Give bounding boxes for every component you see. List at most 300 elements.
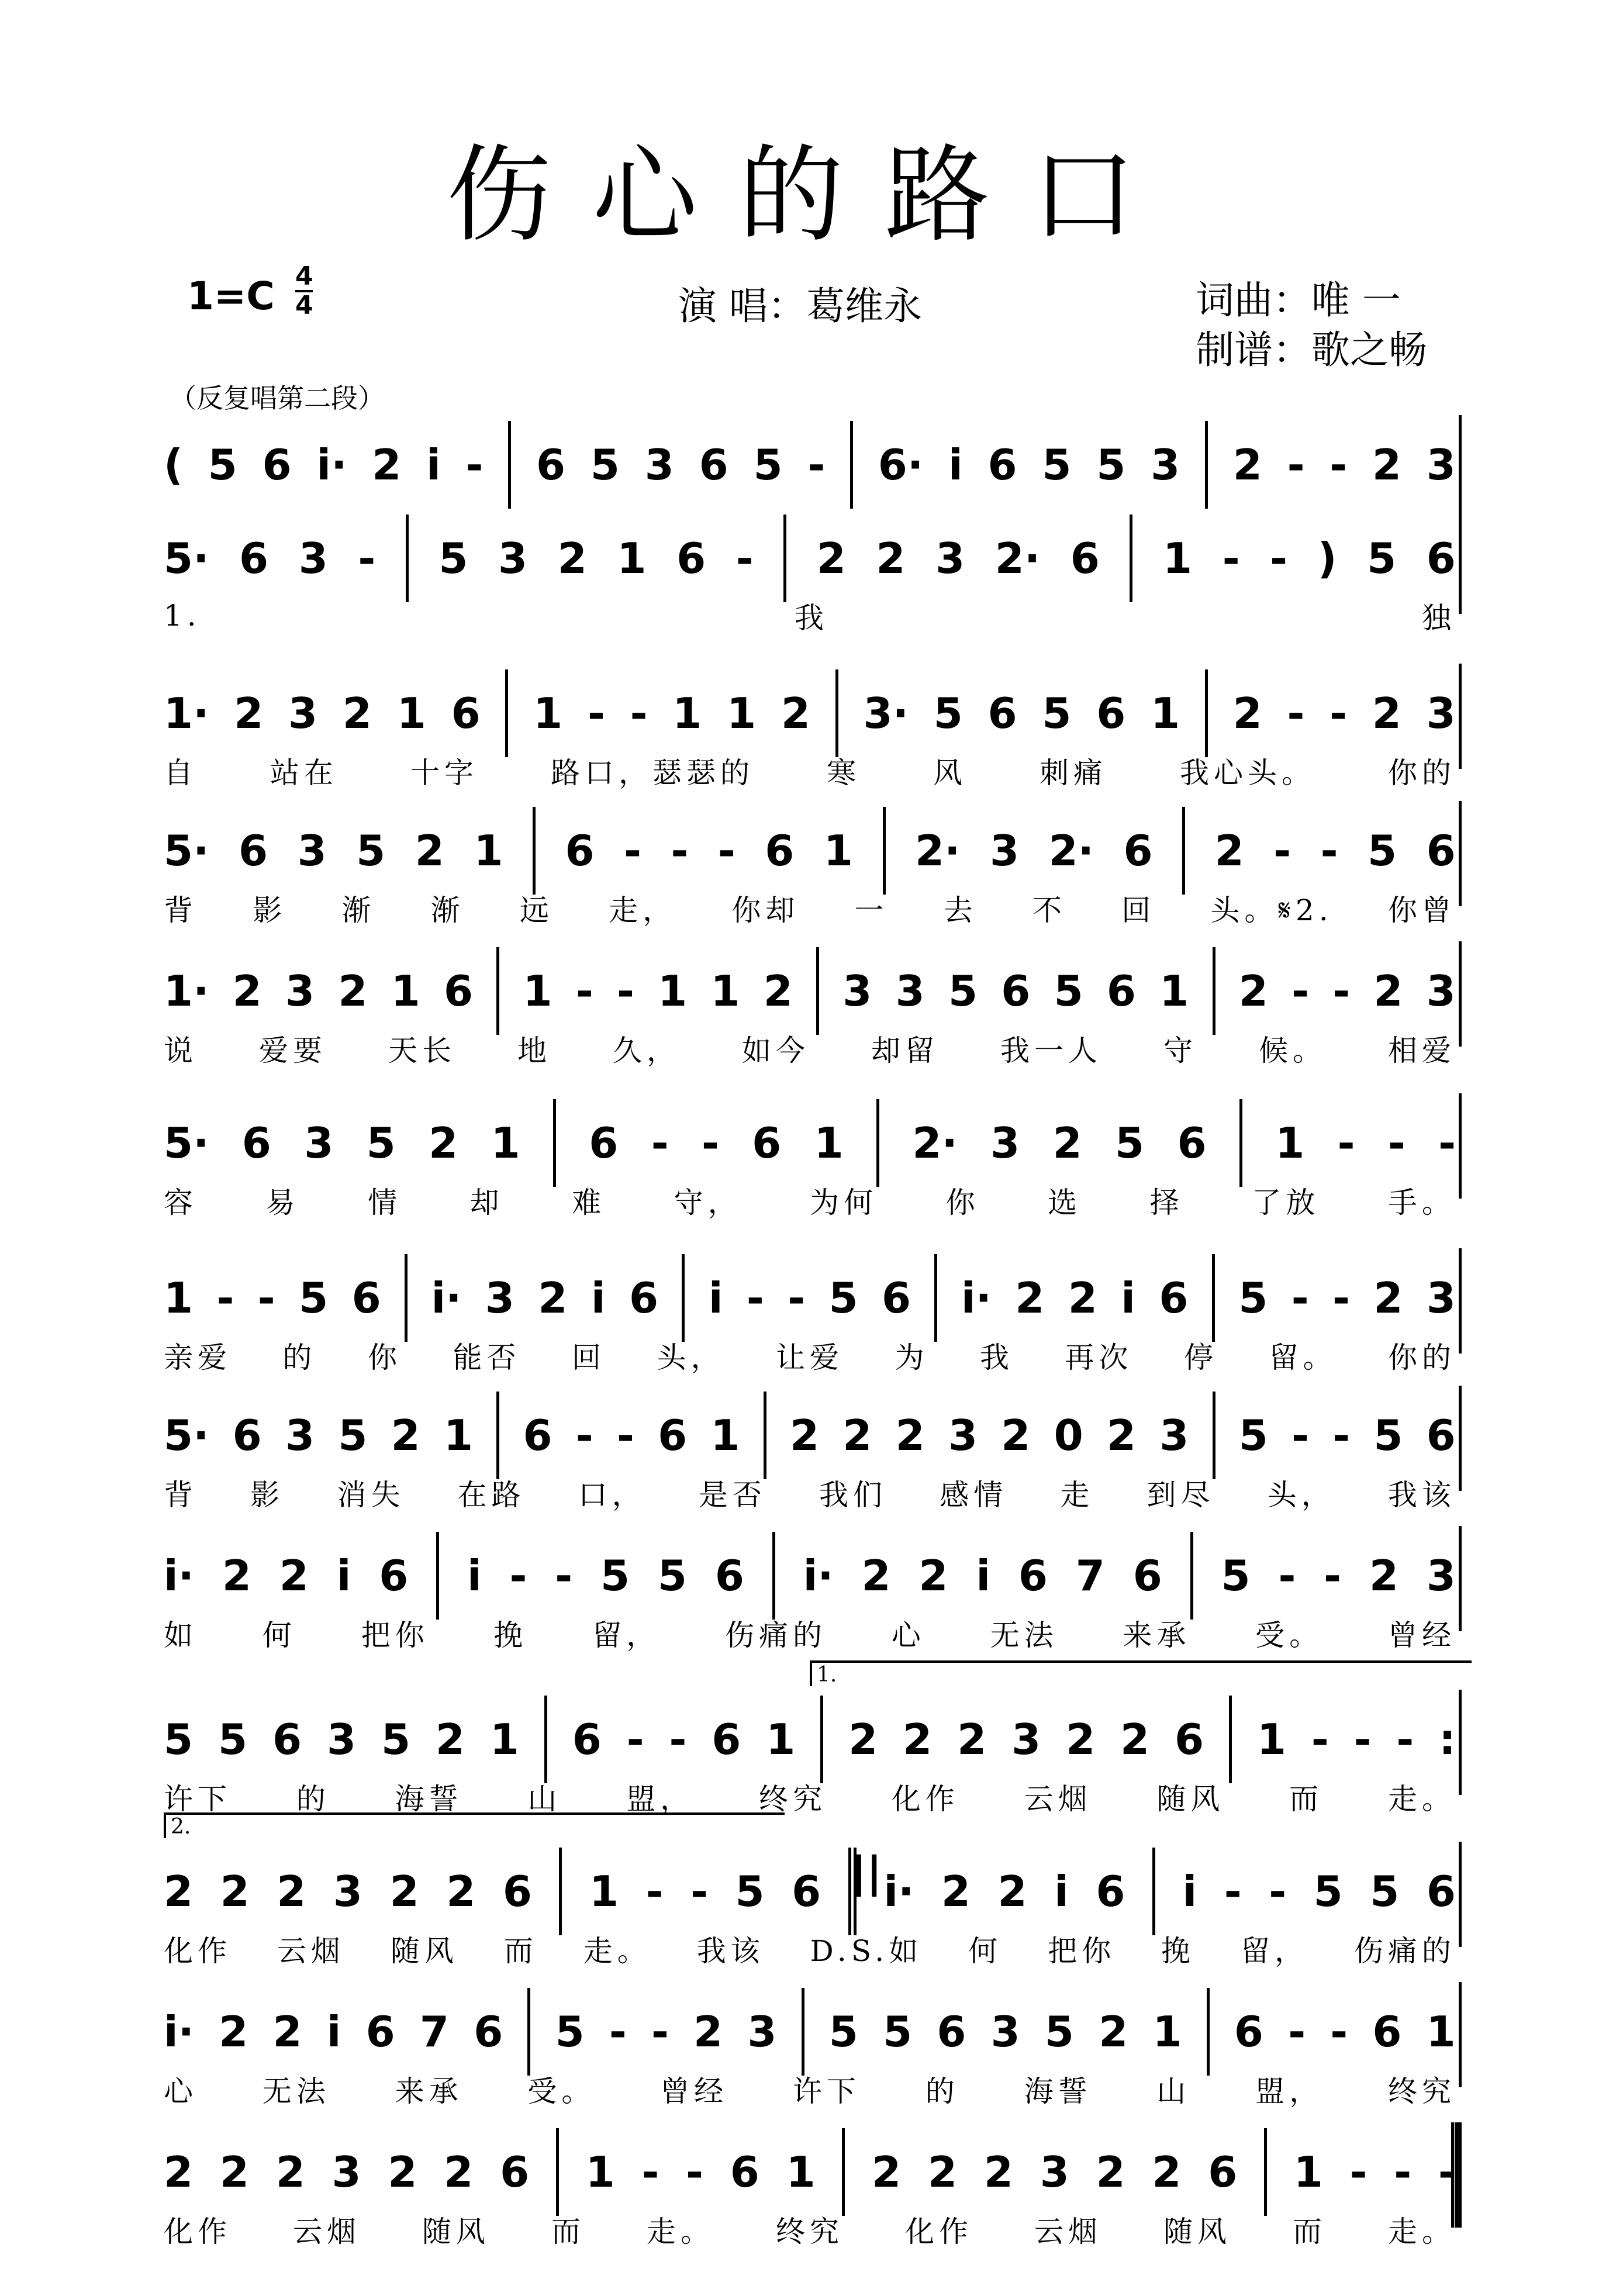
note: 1	[589, 1867, 619, 1916]
repeat-note: （反复唱第二段）	[170, 382, 385, 414]
note: 6	[629, 1273, 659, 1323]
note: -	[1278, 1551, 1296, 1600]
note: 1	[1275, 1118, 1305, 1168]
row-end-barline	[1459, 1248, 1462, 1354]
lyric-syllable: 而	[551, 2215, 585, 2249]
barline	[1182, 807, 1185, 895]
note: 3	[747, 2007, 777, 2056]
row-end-barline	[1459, 1526, 1462, 1631]
notation-line	[164, 433, 1456, 497]
song-title: 伤心的路口	[446, 134, 1177, 257]
lyric-syllable: 海誓	[395, 1782, 463, 1816]
note: 2	[1068, 1273, 1097, 1323]
barline	[1212, 1254, 1215, 1342]
note: 5	[883, 2007, 913, 2056]
time-signature-top: 4	[295, 261, 313, 291]
note: 2	[983, 2147, 1013, 2197]
note: 6	[565, 826, 595, 875]
score-row	[158, 2140, 1462, 2292]
note: 2	[1372, 440, 1401, 489]
note: -	[1396, 1715, 1414, 1764]
lyric-syllable: 走	[1060, 1478, 1094, 1512]
note: i·	[316, 440, 347, 489]
notation-line	[164, 959, 1456, 1023]
note: 3	[304, 1118, 334, 1168]
lyric-syllable: 走，	[609, 893, 677, 927]
note: 6	[239, 534, 269, 583]
row-end-barline	[1459, 664, 1462, 769]
note: 2	[1369, 1551, 1398, 1600]
note: -	[626, 1715, 644, 1764]
note: -	[555, 1551, 573, 1600]
lyric-syllable: 地	[517, 1034, 551, 1068]
note: 2	[389, 1867, 419, 1916]
row-end-barline	[1459, 1690, 1462, 1795]
lyric-syllable: 候。	[1259, 1034, 1327, 1068]
note: 1	[443, 1411, 474, 1460]
note: 7	[1075, 1551, 1105, 1600]
lyric-line	[164, 1472, 1456, 1513]
note: 2	[842, 1411, 872, 1460]
note: -	[1287, 440, 1305, 489]
note: 2	[234, 689, 264, 738]
lyric-syllable: 挽	[493, 1618, 528, 1652]
barline: ||	[848, 1848, 857, 1935]
lyric-syllable: 渐	[430, 893, 465, 927]
note: 5	[828, 1273, 858, 1323]
score-row	[158, 1266, 1462, 1418]
note: -	[701, 1118, 719, 1168]
note: i	[326, 2007, 341, 2056]
note: 3	[1426, 966, 1456, 1016]
note: i	[1182, 1867, 1197, 1916]
lyric-syllable: 你	[945, 1186, 980, 1220]
row-end-barline	[1459, 1842, 1462, 1947]
note: 2	[1232, 440, 1262, 489]
note: -	[671, 826, 689, 875]
note: 2	[957, 1715, 987, 1764]
barline	[559, 1848, 562, 1935]
note: i	[708, 1273, 723, 1323]
notation-line	[164, 1403, 1456, 1468]
lyric-syllable: 我一人	[1000, 1034, 1102, 1068]
note: -	[641, 2147, 659, 2197]
note: 5	[828, 2007, 858, 2056]
lyric-syllable: 你的	[1388, 756, 1456, 790]
note: 5	[356, 826, 386, 875]
lyric-syllable: 到尽	[1147, 1478, 1215, 1512]
note: 1	[814, 1118, 844, 1168]
lyric-line	[164, 888, 1456, 928]
lyric-syllable: 随风	[422, 2215, 490, 2249]
barline	[1213, 1392, 1215, 1479]
note: 2	[275, 2147, 305, 2197]
notation-line	[164, 526, 1456, 591]
note: 2	[861, 1551, 891, 1600]
note: 2	[338, 966, 368, 1016]
note: 1	[1426, 2007, 1456, 2056]
note: -	[686, 2147, 703, 2197]
note: 1	[710, 1411, 740, 1460]
note: 3	[326, 1715, 357, 1764]
lyric-syllable: 走。	[1388, 2215, 1456, 2249]
note: 3	[1011, 1715, 1041, 1764]
lyric-syllable: 为何	[810, 1186, 878, 1220]
barline	[876, 1099, 879, 1187]
note: 3·	[863, 689, 909, 738]
note: 5·	[164, 1411, 209, 1460]
note: 3	[333, 1867, 363, 1916]
note: 6	[1096, 689, 1126, 738]
barline	[820, 1696, 823, 1783]
lyric-syllable: 曾经	[660, 2074, 728, 2108]
note: 6	[712, 1715, 741, 1764]
lyricist-composer-credit: 词曲：唯 一	[1196, 278, 1401, 323]
lyric-syllable: 挽	[1161, 1934, 1196, 1968]
note: 2	[538, 1273, 568, 1323]
lyric-syllable: 相爱	[1388, 1034, 1456, 1068]
note: -	[807, 440, 826, 489]
note: 5	[1042, 689, 1072, 738]
note: 5	[1042, 440, 1072, 489]
lyric-syllable: 无法	[262, 2074, 330, 2108]
note: 2	[272, 2007, 302, 2056]
note: 2·	[1048, 826, 1094, 875]
note: -	[630, 689, 648, 738]
note: 3	[895, 966, 925, 1016]
note: 3	[285, 966, 315, 1016]
note: 2·	[994, 534, 1041, 583]
note: 7	[419, 2007, 450, 2056]
lyric-line	[164, 2209, 1456, 2250]
lyric-syllable: 山	[527, 1782, 562, 1816]
note: 5	[948, 966, 978, 1016]
note: 6	[241, 1118, 271, 1168]
row-end-barline	[1459, 801, 1462, 906]
note: 1	[727, 689, 757, 738]
note: 2	[557, 534, 587, 583]
notation-line	[164, 1848, 1456, 1924]
lyric-syllable: 何	[262, 1618, 296, 1652]
note: 2	[1373, 966, 1403, 1016]
note: i·	[164, 2007, 195, 2056]
barline	[842, 2128, 845, 2216]
lyric-syllable: 自	[164, 756, 198, 790]
row-end-barline	[1459, 1093, 1462, 1199]
lyric-syllable: 走。	[647, 2215, 714, 2249]
note: -	[624, 826, 641, 875]
lyric-syllable: 曾经	[1387, 1618, 1456, 1652]
lyric-syllable: 化作	[164, 1934, 232, 1968]
lyric-syllable: 的	[282, 1341, 317, 1375]
note: i·	[164, 1551, 195, 1600]
lyric-syllable: 无法	[990, 1618, 1058, 1652]
note: 3	[990, 2007, 1020, 2056]
note: 6	[500, 2147, 530, 2197]
lyric-syllable: 我	[980, 1341, 1014, 1375]
note: -	[1438, 2147, 1456, 2197]
note: 1	[617, 534, 647, 583]
notation-line	[164, 2000, 1456, 2064]
note: 5	[600, 1551, 630, 1600]
lyric-syllable: 头。𝄋2.	[1210, 893, 1333, 927]
lyric-syllable: 消失	[337, 1478, 405, 1512]
lyric-syllable: 云烟	[277, 1934, 345, 1968]
barline	[1213, 947, 1215, 1035]
note: 5	[590, 440, 620, 489]
note: 5	[338, 1411, 368, 1460]
note: -	[575, 1411, 593, 1460]
note: :	[1439, 1715, 1456, 1764]
note: 2	[941, 1867, 971, 1916]
barline	[850, 421, 853, 509]
note: 5	[657, 1551, 688, 1600]
lyric-syllable: 把你	[361, 1618, 429, 1652]
barline	[436, 1532, 439, 1620]
note: 2	[219, 2007, 248, 2056]
lyric-syllable: 背	[164, 893, 198, 927]
note: 1	[786, 2147, 816, 2197]
note: 6	[676, 534, 706, 583]
notation-line	[164, 1266, 1456, 1330]
row-end-barline	[1459, 1386, 1462, 1491]
note: 5·	[164, 534, 209, 583]
score-row	[158, 959, 1462, 1111]
note: 2	[219, 2147, 249, 2197]
lyric-syllable: 我心头。	[1180, 756, 1315, 790]
note: 6	[443, 966, 474, 1016]
note: -	[1387, 1118, 1406, 1168]
score-row	[158, 1403, 1462, 1555]
lyric-syllable: 回	[572, 1341, 606, 1375]
lyric-syllable: 受。	[1255, 1618, 1324, 1652]
barline	[496, 947, 499, 1035]
note: 6	[1208, 2147, 1238, 2197]
lyric-syllable: 爱要	[259, 1034, 327, 1068]
lyric-syllable: 云烟	[1024, 1782, 1092, 1816]
note: 3	[1426, 1273, 1456, 1323]
note: )	[1317, 534, 1337, 583]
note: 2	[164, 1867, 194, 1916]
lyric-syllable: 的	[925, 2074, 959, 2108]
note: 6	[1106, 966, 1137, 1016]
note: 3	[948, 1411, 978, 1460]
note: 2	[164, 2147, 194, 2197]
note: 2	[693, 2007, 723, 2056]
lyric-syllable: 留。	[1269, 1341, 1337, 1375]
note: -	[669, 1715, 687, 1764]
note: 5	[1373, 1411, 1403, 1460]
row-end-barline	[1459, 509, 1462, 614]
note: 5	[735, 1867, 765, 1916]
note: i·	[883, 1867, 914, 1916]
lyric-line	[164, 1028, 1456, 1069]
barline	[1264, 2128, 1267, 2216]
barline	[508, 421, 511, 509]
lyric-syllable: 守，	[674, 1186, 742, 1220]
note: 2	[1066, 1715, 1096, 1764]
lyric-syllable: 刺痛	[1040, 756, 1107, 790]
note: 6	[589, 1118, 619, 1168]
note: 6	[474, 2007, 503, 2056]
note: 1	[1163, 534, 1193, 583]
note: 6·	[878, 440, 924, 489]
note: -	[1324, 1551, 1342, 1600]
lyric-syllable: 留，	[592, 1618, 661, 1652]
note: 6	[1175, 1715, 1204, 1764]
note: 6	[1372, 2007, 1402, 2056]
lyric-line	[164, 750, 1456, 791]
lyric-syllable: 来承	[395, 2074, 463, 2108]
note: 2	[277, 1867, 306, 1916]
note: 6	[238, 826, 268, 875]
note: 5	[555, 2007, 585, 2056]
note: 6	[572, 1715, 602, 1764]
lyric-syllable: 我该	[1387, 1478, 1456, 1512]
note: 6	[765, 826, 795, 875]
note: 5	[208, 440, 237, 489]
note: 3	[1426, 440, 1456, 489]
note: 2	[388, 2147, 417, 2197]
lyric-syllable: 而	[1289, 1782, 1324, 1816]
note: (	[164, 440, 183, 489]
note: 2	[781, 689, 811, 738]
lyric-syllable: 如	[164, 1618, 198, 1652]
score-row	[158, 526, 1462, 678]
note: 6	[1159, 1273, 1189, 1323]
lyric-syllable: 却	[469, 1186, 504, 1220]
barline	[682, 1254, 685, 1342]
note: 5	[1313, 1867, 1343, 1916]
note: 6	[1234, 2007, 1264, 2056]
note: 2	[435, 1715, 465, 1764]
note: 3	[990, 1118, 1020, 1168]
note: i·	[803, 1551, 834, 1600]
note: -	[216, 1273, 234, 1323]
note: 2	[1052, 1118, 1082, 1168]
note: -	[1330, 2007, 1348, 2056]
note: 6	[730, 2147, 759, 2197]
lyric-syllable: 了放	[1252, 1186, 1320, 1220]
barline	[1190, 1532, 1193, 1620]
note: 2·	[915, 826, 961, 875]
note: -	[257, 1273, 275, 1323]
lyric-syllable: 头，	[1267, 1478, 1335, 1512]
note: 6	[379, 1551, 409, 1600]
note: -	[735, 534, 754, 583]
lyric-syllable: 心	[891, 1618, 926, 1652]
note: -	[1330, 440, 1348, 489]
note: 1	[658, 966, 688, 1016]
note: 5	[1368, 826, 1397, 875]
note: 3	[331, 2147, 361, 2197]
note: 2	[222, 1551, 251, 1600]
lyric-syllable: 是否	[698, 1478, 766, 1512]
note: 5	[217, 1715, 248, 1764]
note: 2	[1372, 689, 1401, 738]
note: 1·	[164, 966, 209, 1016]
note: 1	[672, 689, 702, 738]
lyric-syllable: 终究	[1387, 2074, 1456, 2108]
note: 3	[644, 440, 674, 489]
arranger-credit: 制谱：歌之畅	[1196, 327, 1427, 372]
volta-1-label: 1.	[817, 1663, 837, 1687]
lyric-line	[164, 1776, 1456, 1817]
lyric-syllable: 影	[253, 893, 287, 927]
barline	[883, 807, 886, 895]
note: 3	[298, 534, 328, 583]
lyric-syllable: 你却	[731, 893, 800, 927]
note: 5	[1044, 2007, 1075, 2056]
note: 3	[1040, 2147, 1069, 2197]
lyric-syllable: 盟，	[626, 1782, 695, 1816]
note: 5	[753, 440, 783, 489]
lyric-syllable: 为	[895, 1341, 929, 1375]
note: 3	[1159, 1411, 1189, 1460]
note: 6	[1018, 1551, 1048, 1600]
note: 2·	[912, 1118, 958, 1168]
barline	[505, 669, 508, 757]
barline	[1205, 669, 1208, 757]
notation-line	[164, 2140, 1456, 2204]
note: 2	[928, 2147, 958, 2197]
note: 1	[489, 1715, 520, 1764]
lyric-syllable: 受。	[527, 2074, 596, 2108]
barline	[1205, 421, 1208, 509]
lyric-syllable: 1.	[164, 599, 201, 633]
score-row	[158, 819, 1462, 971]
lyric-syllable: 而	[1293, 2215, 1327, 2249]
barline	[934, 1254, 937, 1342]
note: 2	[903, 1715, 933, 1764]
note: 6	[365, 2007, 395, 2056]
note: i	[591, 1273, 606, 1323]
note: 5	[438, 534, 468, 583]
note: 0	[1054, 1411, 1083, 1460]
note: 1	[523, 966, 552, 1016]
note: 1	[585, 2147, 615, 2197]
note: 2	[446, 1867, 476, 1916]
note: 6	[272, 1715, 302, 1764]
note: 2	[391, 1411, 420, 1460]
note: i	[336, 1551, 351, 1600]
note: -	[651, 2007, 669, 2056]
note: -	[616, 966, 634, 1016]
note: -	[1222, 534, 1240, 583]
note: 6	[351, 1273, 381, 1323]
lyric-syllable: 寒	[827, 756, 861, 790]
note: -	[1292, 966, 1310, 1016]
lyric-syllable: 再次	[1065, 1341, 1133, 1375]
lyric-syllable: 容	[164, 1186, 198, 1220]
note: 6	[987, 440, 1017, 489]
note: i	[467, 1551, 482, 1600]
lyric-syllable: 随风	[1163, 2215, 1231, 2249]
lyric-syllable: 手。	[1387, 1186, 1456, 1220]
note: 2	[415, 826, 444, 875]
row-end-barline	[1459, 415, 1462, 520]
lyric-line	[164, 1928, 1456, 1969]
note: 1	[1293, 2147, 1323, 2197]
lyric-syllable: 终究	[758, 1782, 827, 1816]
note: 1	[533, 689, 563, 738]
note: 6	[1426, 826, 1456, 875]
score-row	[158, 1848, 1462, 2011]
note: 5·	[164, 1118, 209, 1168]
note: 5	[1370, 1867, 1400, 1916]
note: 2	[895, 1411, 925, 1460]
note: -	[1332, 1411, 1351, 1460]
